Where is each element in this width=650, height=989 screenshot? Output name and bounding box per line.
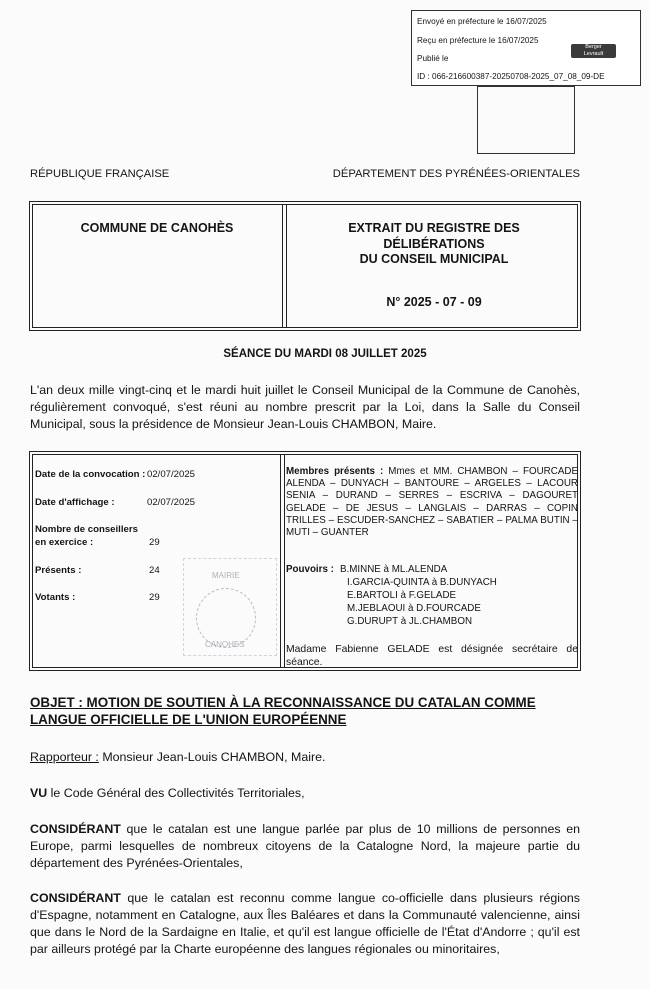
considerant-1 [30,821,580,872]
secretaire-designation: Madame Fabienne GELADE est désignée secrétaire de séance. [286,644,578,668]
logo-line-1: Berger [585,44,602,50]
header-departement: DÉPARTEMENT DES PYRÉNÉES-ORIENTALES [332,168,580,180]
header-republique: RÉPUBLIQUE FRANÇAISE [30,168,170,180]
extrait-line-1: EXTRAIT DU REGISTRE DES [348,221,520,235]
stamp-bottom-text: CANOHES [205,640,245,649]
members-label: Membres présents : [286,466,384,477]
deliberation-number: N° 2025 - 07 - 09 [386,295,482,309]
affichage-label: Date d'affichage : [35,497,115,508]
rapporteur-line [30,749,580,766]
considerant-2-label: CONSIDÉRANT [30,891,121,905]
conseillers-label-1: Nombre de conseillers [35,524,138,535]
vu-label: VU [30,786,48,800]
stamp-top-text: MAIRIE [212,571,240,580]
votants-label: Votants : [35,592,76,603]
considerant-2 [30,890,580,958]
conseillers-label-2: en exercice : [35,537,94,548]
prefecture-publie: Publié le [417,54,449,63]
vu-text: le Code Général des Collectivités Territoriales, [47,786,305,800]
berger-levrault-logo [571,44,616,58]
conseillers-value: 29 [149,537,160,548]
rapporteur-label: Rapporteur : [30,750,99,764]
empty-stamp-box [477,86,575,154]
commune-name: COMMUNE DE CANOHÈS [80,221,234,235]
prefecture-recu: Reçu en préfecture le 16/07/2025 [417,36,539,45]
extrait-line-3: DU CONSEIL MUNICIPAL [359,252,509,266]
presents-value: 24 [149,565,160,576]
objet-title: OBJET : MOTION DE SOUTIEN À LA RECONNAISSANCE DU CATALAN COMME LANGUE OFFICIELLE DE L'UNION EUROPÉENNE [30,695,536,727]
pouvoir-item-5: G.DURUPT à JL.CHAMBON [347,616,473,627]
pouvoir-item-4: M.JEBLAOUI à D.FOURCADE [347,603,481,614]
seance-title: SÉANCE DU MARDI 08 JUILLET 2025 [223,348,427,360]
prefecture-id: ID : 066-216600387-20250708-2025_07_08_09-DE [417,72,605,81]
members-list: Mmes et MM. CHAMBON – FOURCADE ALENDA – DUNYACH – BANTOURE – ARGELES – LACOUR SENIA – DURAND – SERRES – ESCRIVA – DAGOURET GELADE – DE JESUS – LANGLAIS – DARRAS – COPIN TRILLES – ESCUDER-SANCHEZ – SABATIER – PALMA BUTIN – MUTI – GUANTER [286,466,578,539]
considerant-1-label: CONSIDÉRANT [30,822,121,836]
pouvoir-item-2: I.GARCIA-QUINTA à B.DUNYACH [347,577,497,588]
pouvoir-item-3: E.BARTOLI à F.GELADE [347,590,457,601]
considerant-2-text: que le catalan est reconnu comme langue co-officielle dans plusieurs régions d'Espagne, notamment en Catalogne, aux Îles Baléares et dans la Communauté valencienne, ainsi que dans le Nord de la Sardaigne en Italie, et qu'il est langue officielle de l'État d'Andorre ; qu'il est par ailleurs protégé par la Charte européenne des langues régionales ou minoritaires, [30,891,580,956]
title-block [29,201,581,331]
presents-label: Présents : [35,565,82,576]
extrait-title [287,221,581,268]
pouvoirs-label: Pouvoirs : [286,564,334,575]
considerant-1-text: que le catalan est une langue parlée par plus de 10 millions de personnes en Europe, parmi lesquelles de nombreux citoyens de la Catalogne Nord, la majeure partie du département des Pyrénées-Orientales, [30,822,580,870]
logo-line-2: Levrault [583,50,604,57]
mairie-stamp-seal [196,588,256,648]
members-present [286,466,578,539]
votants-value: 29 [149,592,160,603]
pouvoir-item-1: B.MINNE à ML.ALENDA [340,564,448,575]
rapporteur-value: Monsieur Jean-Louis CHAMBON, Maire. [98,750,326,764]
extrait-line-2: DÉLIBÉRATIONS [383,236,485,251]
vu-line [30,785,580,802]
convocation-value: 02/07/2025 [147,469,196,480]
convocation-label: Date de la convocation : [35,469,146,480]
intro-paragraph: L'an deux mille vingt-cinq et le mardi huit juillet le Conseil Municipal de la Commune de Canohès, régulièrement convoqué, s'est réuni au nombre prescrit par la Loi, dans la Salle du Conseil Municipal, sous la présidence de Monsieur Jean-Louis CHAMBON, Maire. [30,383,580,431]
prefecture-envoye: Envoyé en préfecture le 16/07/2025 [417,17,547,26]
affichage-value: 02/07/2025 [147,497,196,508]
